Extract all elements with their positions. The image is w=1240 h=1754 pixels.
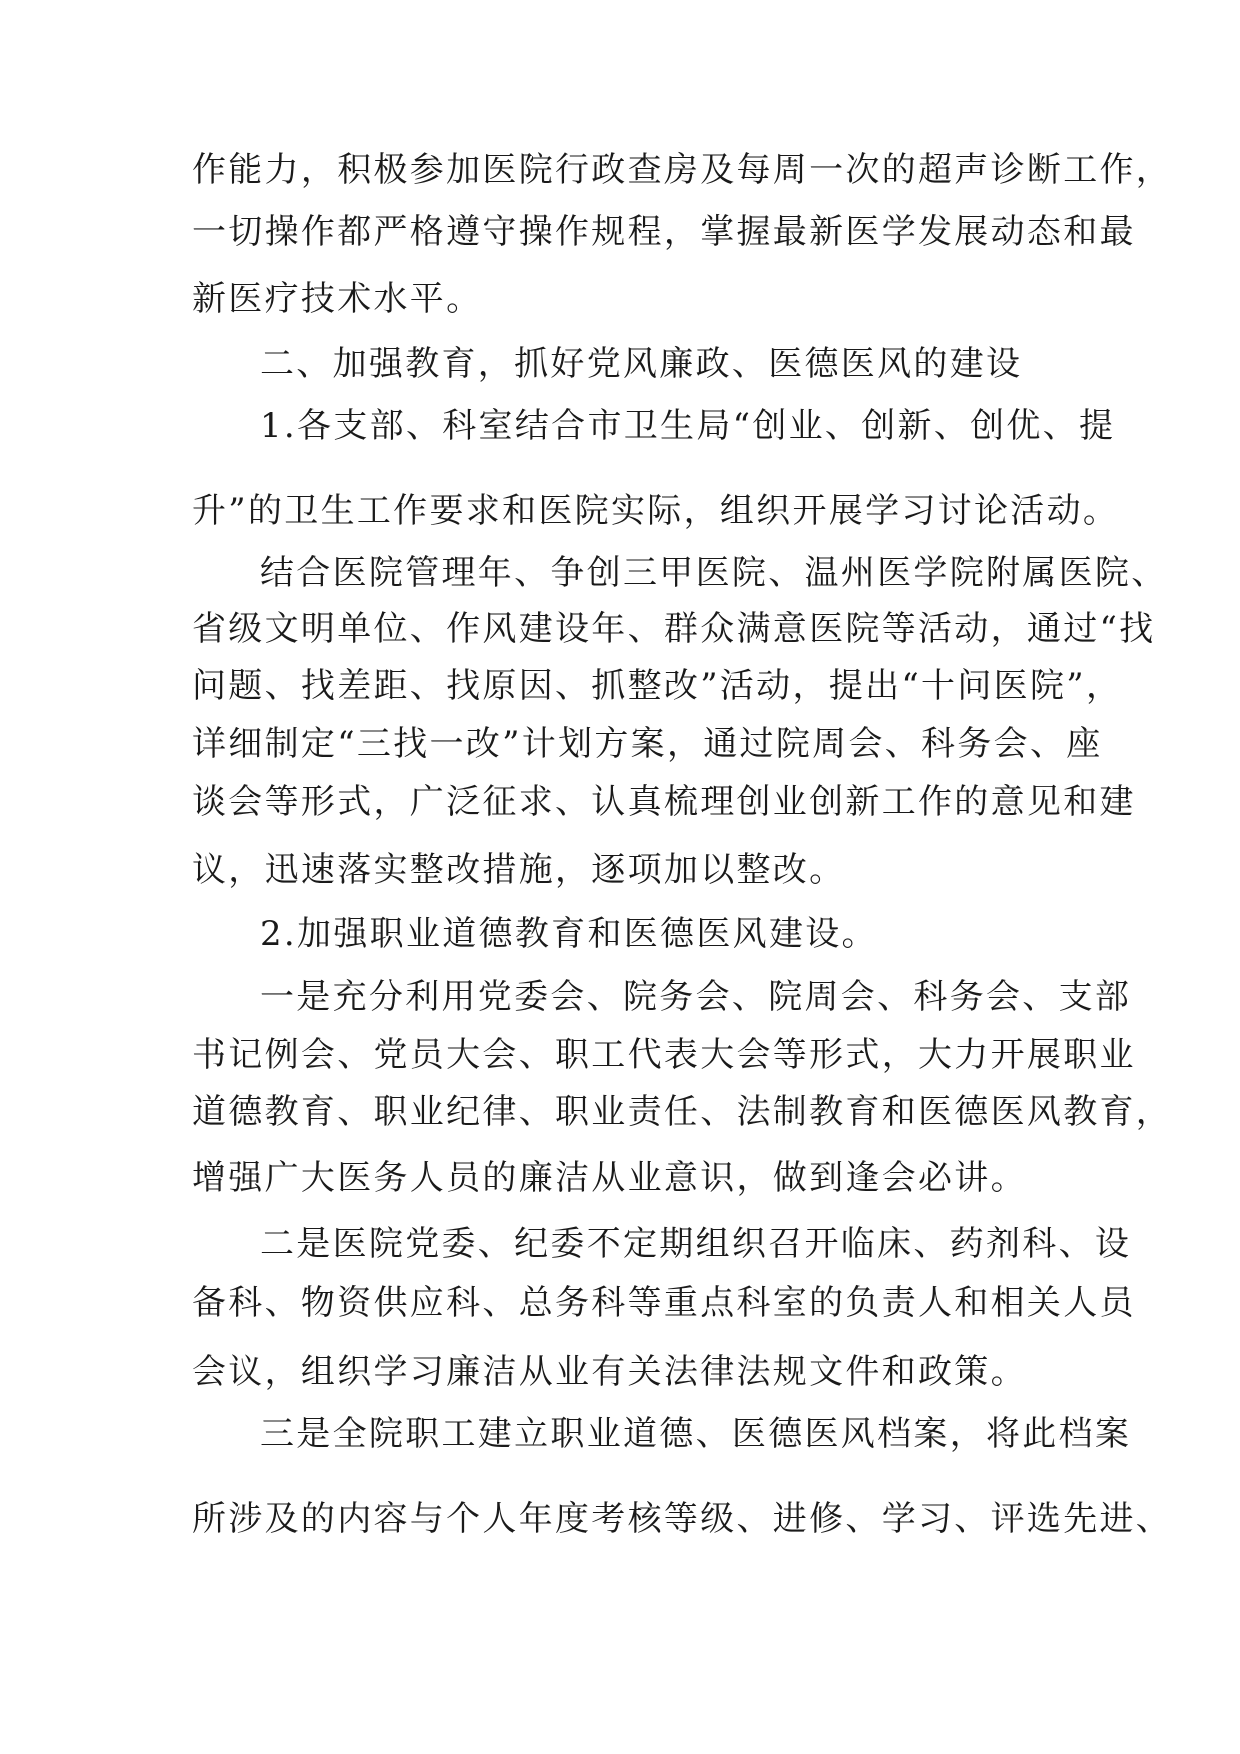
section-heading: 二、加强教育，抓好党风廉政、医德医风的建设: [260, 344, 1023, 384]
text-line: 增强广大医务人员的廉洁从业意识，做到逢会必讲。: [192, 1158, 1027, 1198]
text-line: 二是医院党委、纪委不定期组织召开临床、药剂科、设: [260, 1224, 1132, 1264]
text-line: 谈会等形式，广泛征求、认真梳理创业创新工作的意见和建: [192, 782, 1136, 822]
text-line: 备科、物资供应科、总务科等重点科室的负责人和相关人员: [192, 1283, 1136, 1323]
text-line: 升”的卫生工作要求和医院实际，组织开展学习讨论活动。: [192, 491, 1120, 531]
text-line: 议，迅速落实整改措施，逐项加以整改。: [192, 850, 846, 890]
text-line: 作能力，积极参加医院行政查房及每周一次的超声诊断工作，: [192, 150, 1173, 190]
text-line: 新医疗技术水平。: [192, 279, 483, 319]
text-line: 道德教育、职业纪律、职业责任、法制教育和医德医风教育，: [192, 1092, 1173, 1132]
text-line: 会议，组织学习廉洁从业有关法律法规文件和政策。: [192, 1352, 1027, 1392]
text-line: 一是充分利用党委会、院务会、院周会、科务会、支部: [260, 977, 1132, 1017]
text-line: 2.加强职业道德教育和医德医风建设。: [260, 914, 878, 954]
text-line: 书记例会、党员大会、职工代表大会等形式，大力开展职业: [192, 1035, 1136, 1075]
text-line: 省级文明单位、作风建设年、群众满意医院等活动，通过“找: [192, 609, 1156, 649]
text-line: 三是全院职工建立职业道德、医德医风档案，将此档案: [260, 1414, 1132, 1454]
text-line: 所涉及的内容与个人年度考核等级、进修、学习、评选先进、: [192, 1499, 1173, 1539]
text-line: 问题、找差距、找原因、抓整改”活动，提出“十问医院”，: [192, 666, 1123, 706]
text-line: 1.各支部、科室结合市卫生局“创业、创新、创优、提: [260, 406, 1116, 446]
text-line: 详细制定“三找一改”计划方案，通过院周会、科务会、座: [192, 724, 1103, 764]
text-line: 一切操作都严格遵守操作规程，掌握最新医学发展动态和最: [192, 212, 1136, 252]
text-line: 结合医院管理年、争创三甲医院、温州医学院附属医院、: [260, 553, 1168, 593]
